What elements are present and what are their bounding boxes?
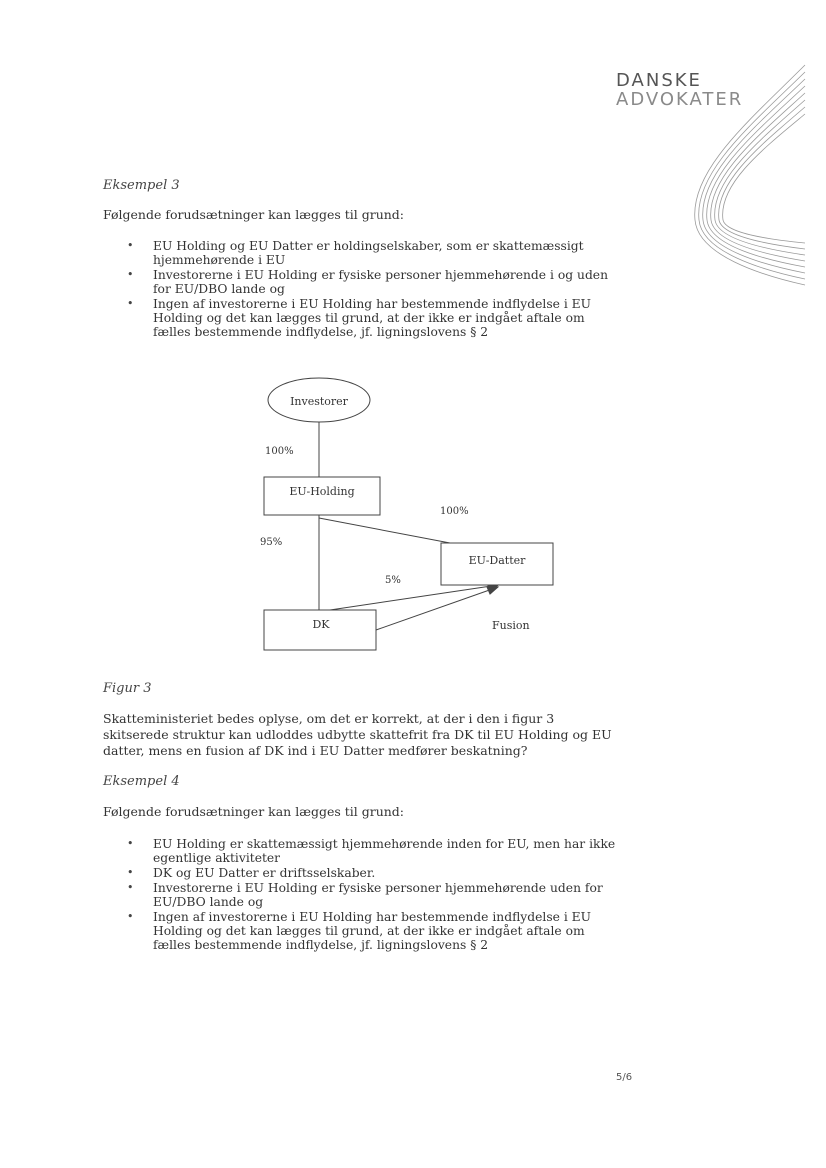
example-3-bullet-list: [127, 239, 617, 340]
logo-swoosh-graphic: [680, 60, 810, 300]
datter-label: EU-Datter: [468, 554, 526, 567]
logo-line-1: DANSKE: [616, 70, 702, 91]
list-item: • Investorerne i EU Holding er fysiske personer hjemmehørende uden for EU/DBO lande og: [127, 881, 617, 909]
example-4-intro: Følgende forudsætninger kan lægges til grund:: [103, 804, 405, 819]
pct-holding-dk: 95%: [260, 537, 283, 548]
list-item: • Investorerne i EU Holding er fysiske personer hjemmehørende i og uden for EU/DBO lande og: [127, 268, 617, 296]
ownership-structure-diagram: [255, 375, 585, 655]
list-item: • Ingen af investorerne i EU Holding har bestemmende indflydelse i EU Holding og det kan lægges til grund, at der ikke er indgået aftale om fælles bestemmende indflydelse, jf. ligningslovens § 2: [127, 910, 617, 952]
investors-label: Investorer: [290, 395, 348, 408]
list-item: • Ingen af investorerne i EU Holding har bestemmende indflydelse i EU Holding og det kan lægges til grund, at der ikke er indgået aftale om fælles bestemmende indflydelse, jf. ligningslovens § 2: [127, 297, 617, 339]
list-item: • EU Holding er skattemæssigt hjemmehørende inden for EU, men har ikke egentlige aktiviteter: [127, 837, 617, 865]
pct-holding-datter: 100%: [440, 506, 469, 517]
figure-caption: Figur 3: [103, 681, 152, 696]
pct-investors-holding: 100%: [265, 446, 294, 457]
example-4-bullet-list: [127, 837, 617, 953]
example-4-heading: Eksempel 4: [103, 774, 180, 789]
pct-datter-dk: 5%: [385, 575, 401, 586]
example-3-heading: Eksempel 3: [103, 178, 180, 193]
page-number: 5/6: [616, 1072, 633, 1083]
list-item: • EU Holding og EU Datter er holdingselskaber, som er skattemæssigt hjemmehørende i EU: [127, 239, 617, 267]
holding-label: EU-Holding: [289, 485, 355, 498]
dk-label: DK: [312, 618, 330, 631]
fusion-label: Fusion: [492, 619, 530, 632]
example-3-intro: Følgende forudsætninger kan lægges til grund:: [103, 207, 405, 222]
list-item: • DK og EU Datter er driftsselskaber.: [127, 866, 617, 880]
logo-line-2: ADVOKATER: [616, 89, 744, 110]
question-paragraph: Skatteministeriet bedes oplyse, om det er korrekt, at der i den i figur 3 skitserede struktur kan udloddes udbytte skattefrit fra DK til EU Holding og EU datter, mens en fusion af DK ind i EU Datter medfører beskatning?: [103, 711, 612, 758]
